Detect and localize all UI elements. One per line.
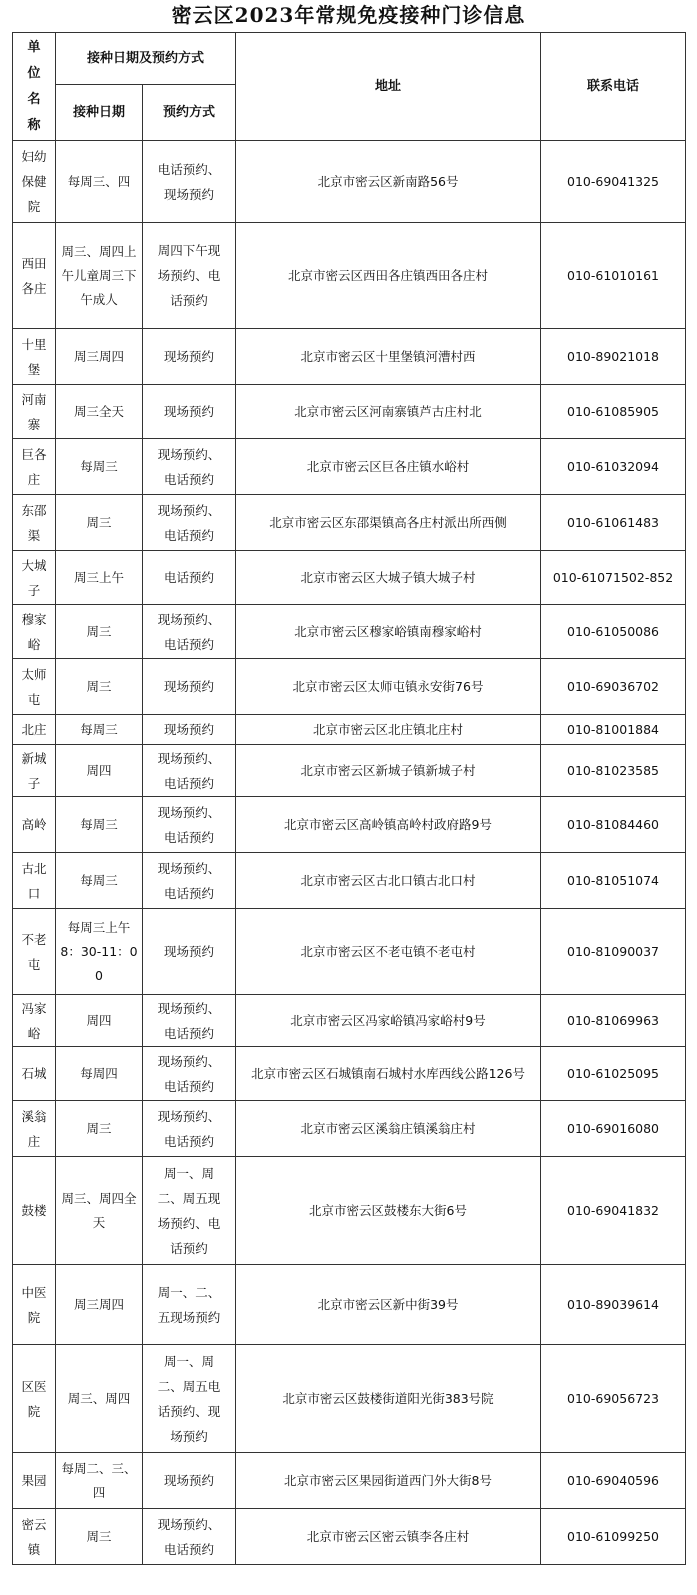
date-cell [56,853,143,909]
address-cell [236,797,541,853]
phone-cell [541,1265,686,1345]
unit-cell-text: 太师屯 [21,666,47,707]
method-cell-text: 现场预约 [163,679,214,694]
method-cell [143,605,236,659]
table-row [13,1157,686,1265]
address-cell [236,909,541,995]
phone-cell [541,495,686,551]
unit-cell [13,605,56,659]
phone-cell-text: 010-69041832 [567,1203,660,1218]
address-cell-text: 北京市密云区鼓楼街道阳光街383号院 [282,1391,494,1406]
phone-cell-text: 010-81090037 [567,944,660,959]
address-cell [236,605,541,659]
address-cell [236,1047,541,1101]
phone-cell-text: 010-61032094 [567,459,660,474]
method-cell [143,223,236,329]
phone-cell [541,551,686,605]
address-cell [236,715,541,745]
table-row [13,439,686,495]
header-date-method: 接种日期及预约方式 [56,33,236,85]
date-cell [56,141,143,223]
table-row [13,495,686,551]
method-cell-text: 现场预约、电话预约 [157,1053,221,1094]
address-cell-text: 北京市密云区溪翁庄镇溪翁庄村 [300,1121,476,1136]
address-cell-text: 北京市密云区西田各庄镇西田各庄村 [288,268,489,283]
phone-cell [541,745,686,797]
unit-cell-text: 中医院 [21,1284,47,1325]
phone-cell-text: 010-61099250 [567,1529,660,1544]
unit-cell [13,1047,56,1101]
unit-cell [13,223,56,329]
unit-cell-text: 东邵渠 [21,502,47,543]
unit-cell [13,745,56,797]
address-cell-text: 北京市密云区东邵渠镇高各庄村派出所西侧 [269,515,507,530]
table-row [13,1509,686,1565]
date-cell [56,1047,143,1101]
date-cell [56,797,143,853]
phone-cell [541,1101,686,1157]
phone-cell-text: 010-61010161 [567,268,660,283]
table-row [13,329,686,385]
date-cell [56,439,143,495]
address-cell-text: 北京市密云区巨各庄镇水峪村 [306,459,470,474]
address-cell [236,551,541,605]
address-cell-text: 北京市密云区北庄镇北庄村 [313,722,464,737]
phone-cell-text: 010-69040596 [567,1473,660,1488]
method-cell [143,909,236,995]
phone-cell [541,995,686,1047]
phone-cell [541,715,686,745]
unit-cell-text: 鼓楼 [21,1203,47,1218]
date-cell [56,1509,143,1565]
phone-cell-text: 010-81084460 [567,817,660,832]
date-cell-text: 周三周四 [73,1296,124,1312]
address-cell-text: 北京市密云区新南路56号 [317,174,459,189]
method-cell-text: 周一、周二、周五现场预约、电话预约 [157,1165,221,1256]
unit-cell-text: 十里堡 [21,336,47,377]
method-cell [143,329,236,385]
phone-cell [541,659,686,715]
address-cell [236,1509,541,1565]
address-cell [236,1265,541,1345]
phone-cell-text: 010-81069963 [567,1013,660,1028]
address-cell-text: 北京市密云区新中街39号 [317,1297,459,1312]
unit-cell [13,1101,56,1157]
date-cell [56,1157,143,1265]
unit-cell [13,1345,56,1453]
address-cell [236,745,541,797]
unit-cell-text: 石城 [21,1066,47,1081]
table-row [13,605,686,659]
phone-cell-text: 010-69036702 [567,679,660,694]
method-cell-text: 现场预约、电话预约 [157,1000,221,1041]
phone-cell-text: 010-69016080 [567,1121,660,1136]
header-row-top [13,33,686,85]
phone-cell [541,797,686,853]
date-cell-text: 每周三 [80,872,118,888]
address-cell [236,439,541,495]
date-cell [56,715,143,745]
unit-cell [13,551,56,605]
method-cell [143,1265,236,1345]
method-cell [143,659,236,715]
phone-cell [541,909,686,995]
phone-cell-text: 010-89039614 [567,1297,660,1312]
unit-cell [13,439,56,495]
unit-cell-text: 溪翁庄 [21,1108,47,1149]
unit-cell [13,1509,56,1565]
date-cell-text: 周三周四 [73,348,124,364]
address-cell [236,853,541,909]
date-cell-text: 周三 [86,1120,112,1136]
date-cell-text: 周三 [86,678,112,694]
date-cell-text: 周四 [86,762,112,778]
date-cell-text: 每周三上午8：30-11：00 [60,919,138,983]
phone-cell-text: 010-61050086 [567,624,660,639]
unit-cell-text: 区医院 [21,1378,47,1419]
date-cell-text: 周三 [86,1528,112,1544]
unit-cell [13,141,56,223]
phone-cell [541,329,686,385]
unit-cell [13,1453,56,1509]
unit-cell [13,715,56,745]
table-row [13,715,686,745]
method-cell [143,551,236,605]
phone-cell-text: 010-61061483 [567,515,660,530]
address-cell-text: 北京市密云区十里堡镇河漕村西 [300,349,476,364]
date-cell-text: 周三 [86,623,112,639]
method-cell-text: 电话预约 [163,570,214,585]
address-cell-text: 北京市密云区石城镇南石城村水库西线公路126号 [251,1066,525,1081]
page-title: 密云区2023年常规免疫接种门诊信息 [171,3,526,27]
address-cell-text: 北京市密云区太师屯镇永安街76号 [292,679,484,694]
method-cell [143,1345,236,1453]
table-row [13,995,686,1047]
date-cell [56,1453,143,1509]
method-cell [143,745,236,797]
method-cell [143,1157,236,1265]
phone-cell-text: 010-69041325 [567,174,660,189]
address-cell-text: 北京市密云区穆家峪镇南穆家峪村 [294,624,482,639]
address-cell [236,495,541,551]
date-cell [56,329,143,385]
method-cell-text: 现场预约、电话预约 [157,446,221,487]
address-cell [236,1101,541,1157]
method-cell-text: 电话预约、现场预约 [157,161,221,202]
address-cell [236,1345,541,1453]
table-row [13,551,686,605]
address-cell-text: 北京市密云区果园街道西门外大街8号 [284,1473,492,1488]
method-cell-text: 现场预约、电话预约 [157,860,221,901]
date-cell-text: 周四 [86,1012,112,1028]
address-cell [236,141,541,223]
table-row [13,853,686,909]
header-address: 地址 [236,33,541,141]
phone-cell [541,853,686,909]
header-phone: 联系电话 [541,33,686,141]
address-cell [236,223,541,329]
date-cell-text: 周三上午 [73,569,124,585]
method-cell [143,385,236,439]
header-unit: 单位名称 [13,33,56,141]
address-cell [236,1157,541,1265]
phone-cell-text: 010-81051074 [567,873,660,888]
method-cell [143,1509,236,1565]
method-cell-text: 现场预约、电话预约 [157,1108,221,1149]
header-method: 预约方式 [143,85,236,141]
method-cell [143,715,236,745]
address-cell [236,385,541,439]
clinic-table [12,32,686,1565]
address-cell-text: 北京市密云区密云镇李各庄村 [306,1529,470,1544]
method-cell-text: 周一、周二、周五电话预约、现场预约 [157,1353,221,1444]
table-row [13,1345,686,1453]
phone-cell [541,1345,686,1453]
unit-cell [13,1265,56,1345]
table-row [13,385,686,439]
address-cell-text: 北京市密云区不老屯镇不老屯村 [300,944,476,959]
method-cell [143,1453,236,1509]
date-cell-text: 周三、周四上午儿童周三下午成人 [61,243,137,307]
address-cell [236,329,541,385]
unit-cell [13,495,56,551]
date-cell [56,605,143,659]
unit-cell-text: 不老屯 [21,931,47,972]
method-cell [143,1047,236,1101]
date-cell [56,551,143,605]
phone-cell-text: 010-69056723 [567,1391,660,1406]
phone-cell [541,439,686,495]
date-cell-text: 周三 [86,514,112,530]
unit-cell-text: 穆家峪 [21,611,47,652]
address-cell-text: 北京市密云区大城子镇大城子村 [300,570,476,585]
address-cell-text: 北京市密云区新城子镇新城子村 [300,763,476,778]
date-cell [56,659,143,715]
unit-cell-text: 果园 [21,1473,47,1488]
method-cell [143,439,236,495]
date-cell-text: 周三全天 [73,403,124,419]
method-cell [143,1101,236,1157]
phone-cell-text: 010-61085905 [567,404,660,419]
date-cell [56,909,143,995]
date-cell [56,495,143,551]
method-cell-text: 现场预约、电话预约 [157,750,221,791]
method-cell-text: 周一、二、五现场预约 [157,1284,221,1325]
table-row [13,797,686,853]
table-row [13,223,686,329]
method-cell [143,495,236,551]
unit-cell [13,1157,56,1265]
table-row [13,141,686,223]
method-cell-text: 现场预约、电话预约 [157,611,221,652]
phone-cell [541,1047,686,1101]
method-cell [143,853,236,909]
unit-cell [13,853,56,909]
phone-cell [541,1157,686,1265]
method-cell-text: 现场预约 [163,404,214,419]
date-cell-text: 每周三 [80,721,118,737]
table-body [13,141,686,1565]
table-row [13,1101,686,1157]
address-cell-text: 北京市密云区鼓楼东大街6号 [309,1203,467,1218]
date-cell [56,745,143,797]
unit-cell [13,659,56,715]
phone-cell [541,223,686,329]
phone-cell-text: 010-61071502-852 [552,570,674,585]
address-cell-text: 北京市密云区高岭镇高岭村政府路9号 [284,817,492,832]
unit-cell-text: 冯家峪 [21,1000,47,1041]
table-row [13,1047,686,1101]
date-cell-text: 每周三 [80,458,118,474]
address-cell [236,659,541,715]
phone-cell-text: 010-81001884 [567,722,660,737]
unit-cell-text: 高岭 [21,817,47,832]
unit-cell [13,329,56,385]
method-cell-text: 现场预约、电话预约 [157,804,221,845]
method-cell-text: 现场预约 [163,722,214,737]
address-cell-text: 北京市密云区河南寨镇芦古庄村北 [294,404,482,419]
date-cell [56,995,143,1047]
method-cell [143,995,236,1047]
phone-cell-text: 010-61025095 [567,1066,660,1081]
address-cell-text: 北京市密云区冯家峪镇冯家峪村9号 [290,1013,486,1028]
unit-cell-text: 巨各庄 [21,446,47,487]
address-cell [236,995,541,1047]
date-cell-text: 每周三、四 [67,173,131,189]
table-row [13,659,686,715]
table-row [13,745,686,797]
unit-cell-text: 新城子 [21,750,47,791]
phone-cell [541,1453,686,1509]
unit-cell-text: 西田各庄 [21,255,47,296]
method-cell-text: 现场预约 [163,944,214,959]
date-cell-text: 周三、周四 [67,1390,131,1406]
method-cell-text: 现场预约、电话预约 [157,502,221,543]
method-cell-text: 现场预约、电话预约 [157,1516,221,1557]
date-cell [56,385,143,439]
date-cell [56,1101,143,1157]
date-cell [56,1265,143,1345]
date-cell-text: 周三、周四全天 [61,1190,137,1230]
unit-cell-text: 妇幼保健院 [21,149,47,214]
method-cell [143,141,236,223]
address-cell [236,1453,541,1509]
unit-cell-text: 古北口 [21,860,47,901]
date-cell [56,223,143,329]
date-cell-text: 每周三 [80,816,118,832]
unit-cell-text: 密云镇 [21,1516,47,1557]
table-row [13,909,686,995]
date-cell-text: 每周二、三、四 [61,1460,137,1500]
unit-cell [13,909,56,995]
phone-cell-text: 010-89021018 [567,349,660,364]
phone-cell [541,605,686,659]
unit-cell-text: 北庄 [21,722,47,737]
unit-cell-text: 河南寨 [21,391,47,432]
phone-cell [541,1509,686,1565]
phone-cell-text: 010-81023585 [567,763,660,778]
date-cell [56,1345,143,1453]
phone-cell [541,141,686,223]
method-cell-text: 周四下午现场预约、电话预约 [157,243,221,308]
unit-cell [13,797,56,853]
unit-cell-text: 大城子 [21,557,47,598]
table-row [13,1265,686,1345]
method-cell [143,797,236,853]
date-cell-text: 每周四 [80,1065,118,1081]
method-cell-text: 现场预约 [163,1473,214,1488]
unit-cell [13,385,56,439]
header-date: 接种日期 [56,85,143,141]
table-row [13,1453,686,1509]
phone-cell [541,385,686,439]
address-cell-text: 北京市密云区古北口镇古北口村 [300,873,476,888]
unit-cell [13,995,56,1047]
method-cell-text: 现场预约 [163,349,214,364]
